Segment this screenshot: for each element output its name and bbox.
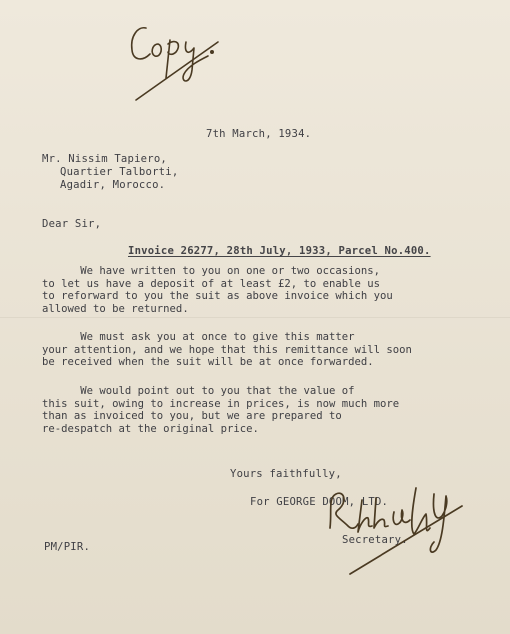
body-paragraph-2: We must ask you at once to give this matter your attention, and we hope that this remittance will soon be received when the suit will be at once forwarded. bbox=[42, 331, 412, 369]
handwritten-signature bbox=[318, 470, 468, 580]
invoice-reference: Invoice 26277, 28th July, 1933, Parcel No.400. bbox=[128, 245, 431, 257]
addressee-name: Mr. Nissim Tapiero, bbox=[42, 153, 167, 165]
secretary-title: Secretary. bbox=[342, 534, 408, 546]
copy-handwritten-mark bbox=[118, 8, 228, 108]
closing: Yours faithfully, bbox=[230, 468, 342, 480]
body-paragraph-3: We would point out to you that the value of this suit, owing to increase in prices, is now much more than as invoiced to you, but we are prepared to re-despatch at the original price. bbox=[42, 385, 400, 435]
body-paragraph-1: We have written to you on one or two occasions, to let us have a deposit of at least £2, to enable us to reforward to you the suit as above invoice which you allowed to be returned. bbox=[42, 265, 393, 315]
company-line: For GEORGE DOOM, LTD. bbox=[250, 496, 389, 508]
addressee-street: Quartier Talborti, bbox=[60, 166, 179, 178]
reference-initials: PM/PIR. bbox=[44, 541, 91, 553]
paper-fold bbox=[0, 317, 510, 318]
letter-date: 7th March, 1934. bbox=[206, 128, 312, 140]
salutation: Dear Sir, bbox=[42, 218, 102, 230]
addressee-city: Agadir, Morocco. bbox=[60, 179, 166, 191]
